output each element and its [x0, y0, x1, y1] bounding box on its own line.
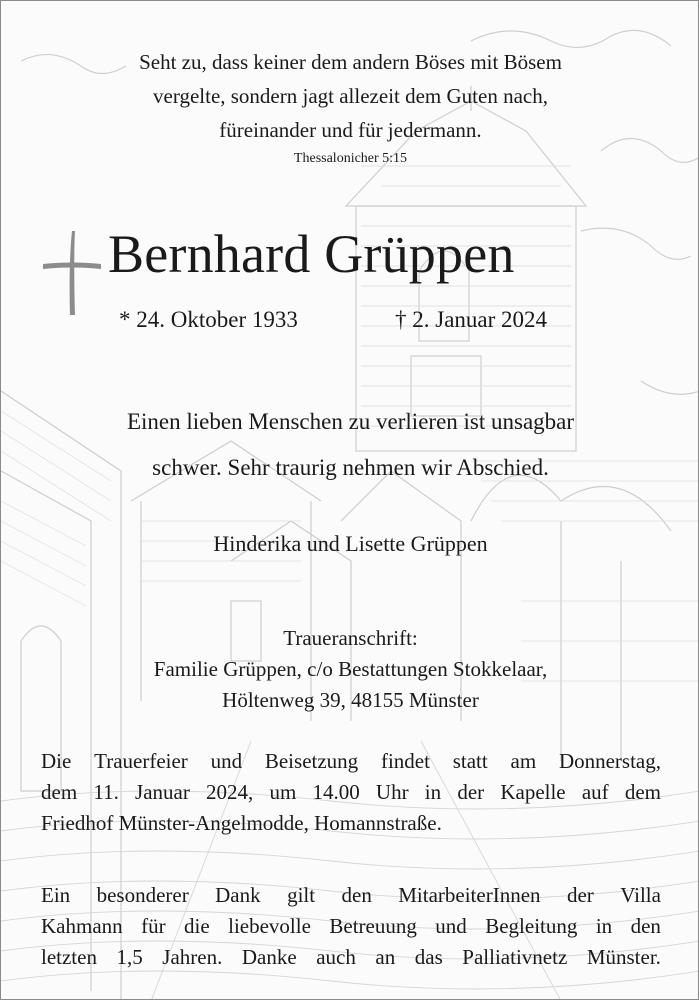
word: Münster. — [586, 945, 661, 969]
address-heading: Traueranschrift: — [283, 626, 418, 650]
word: an — [375, 945, 396, 969]
deceased-name: Bernhard Grüppen — [108, 224, 515, 284]
word: um — [269, 780, 297, 804]
ceremony-line — [41, 777, 661, 808]
word: Jahren. — [162, 945, 223, 969]
word: Beisetzung — [264, 749, 359, 773]
thanks-line — [41, 911, 661, 942]
word: auch — [316, 945, 356, 969]
word: Kapelle — [500, 780, 566, 804]
word: Trauerfeier — [94, 749, 188, 773]
thanks-line — [41, 880, 661, 911]
word: dem — [624, 780, 661, 804]
thanks-paragraph — [41, 880, 661, 973]
thanks-line — [41, 942, 661, 973]
word: besonderer — [96, 883, 189, 907]
verse-line: füreinander und für jedermann. — [219, 118, 482, 142]
word: 14.00 — [312, 780, 360, 804]
word: Kahmann — [41, 914, 123, 938]
word: letzten — [41, 945, 97, 969]
word: den — [630, 914, 661, 938]
word: auf — [581, 780, 609, 804]
word: 1,5 — [116, 945, 143, 969]
word: in — [424, 780, 442, 804]
word: und — [210, 749, 243, 773]
word: am — [510, 749, 537, 773]
word: 2024, — [206, 780, 254, 804]
word: Villa — [620, 883, 661, 907]
mourners: Hinderika und Lisette Grüppen — [213, 531, 488, 556]
word: Begleitung — [485, 914, 578, 938]
word: findet — [380, 749, 430, 773]
word: Dank — [215, 883, 261, 907]
address-line: Höltenweg 39, 48155 Münster — [222, 688, 479, 712]
word: der — [457, 780, 485, 804]
word: Ein — [41, 883, 71, 907]
farewell-text — [1, 399, 699, 491]
word: der — [566, 883, 594, 907]
ceremony-paragraph — [41, 746, 661, 839]
cross-icon — [41, 229, 103, 317]
word: MitarbeiterInnen — [398, 883, 541, 907]
word: das — [414, 945, 443, 969]
word: gilt — [287, 883, 316, 907]
word: Betreuung — [329, 914, 417, 938]
word: die — [184, 914, 210, 938]
word: den — [341, 883, 372, 907]
death-date: † 2. Januar 2024 — [395, 307, 548, 332]
word: 11. — [93, 780, 119, 804]
verse-line: Seht zu, dass keiner dem andern Böses mit Bösem — [139, 50, 562, 74]
word: Die — [41, 749, 72, 773]
word: statt — [452, 749, 488, 773]
word: Donnerstag, — [558, 749, 661, 773]
word: Januar — [135, 780, 190, 804]
ceremony-line: Friedhof Münster-Angelmodde, Homannstraße. — [41, 811, 442, 835]
word: Danke — [241, 945, 297, 969]
word: Uhr — [375, 780, 409, 804]
ceremony-line — [41, 746, 661, 777]
birth-date: * 24. Oktober 1933 — [119, 307, 298, 332]
word: für — [141, 914, 166, 938]
word: Palliativnetz — [462, 945, 568, 969]
verse-reference: Thessalonicher 5:15 — [293, 151, 408, 166]
notice-content — [1, 1, 699, 1000]
word: und — [435, 914, 467, 938]
word: liebevolle — [228, 914, 311, 938]
farewell-line: schwer. Sehr traurig nehmen wir Abschied. — [152, 455, 549, 480]
word: in — [595, 914, 613, 938]
farewell-line: Einen lieben Menschen zu verlieren ist unsagbar — [126, 409, 575, 434]
verse-line: vergelte, sondern jagt allezeit dem Guten nach, — [153, 84, 548, 108]
mourning-address — [1, 623, 699, 716]
bible-verse — [1, 45, 699, 147]
word: dem — [41, 780, 78, 804]
address-line: Familie Grüppen, c/o Bestattungen Stokkelaar, — [153, 657, 548, 681]
